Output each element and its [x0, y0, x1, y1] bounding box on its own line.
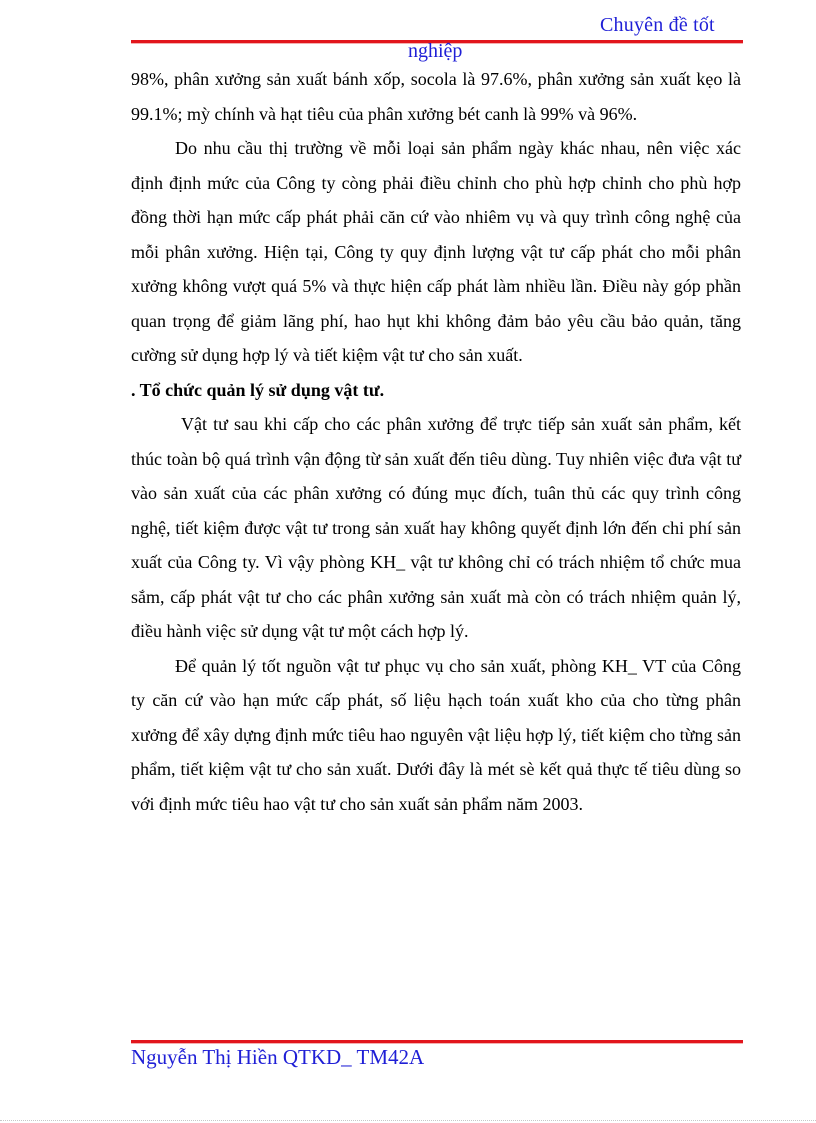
- section-heading: . Tổ chức quản lý sử dụng vật tư.: [131, 379, 385, 400]
- footer-divider: [131, 1040, 743, 1043]
- header-title-continuation: nghiệp: [408, 40, 463, 62]
- footer-author: Nguyễn Thị Hiền QTKD_ TM42A: [131, 1045, 425, 1069]
- page-edge: [0, 1120, 816, 1121]
- paragraph-demand: Do nhu cầu thị trường về mỗi loại sản phẩm ngày khác nhau, nên việc xác định định mức của Công ty còng phải điều chỉnh cho phù hợp chỉnh cho phù hợp đồng thời hạn mức cấp phát phải căn cứ vào nhiêm vụ và quy trình công nghệ của mỗi phân xưởng. Hiện tại, Công ty quy định lượng vật tư cấp phát cho mỗi phân xưởng không vượt quá 5% và thực hiện cấp phát làm nhiều lần. Điều này góp phần quan trọng để giảm lãng phí, hao hụt khi không đảm bảo yêu cầu bảo quản, tăng cường sử dụng hợp lý và tiết kiệm vật tư cho sản xuất.: [131, 138, 741, 365]
- header-title: Chuyên đề tốt: [600, 14, 715, 36]
- paragraph-management: Để quản lý tốt nguồn vật tư phục vụ cho sản xuất, phòng KH_ VT của Công ty căn cứ vào hạn mức cấp phát, số liệu hạch toán xuất kho của cho từng phân xưởng để xây dựng định mức tiêu hao nguyên vật liệu hợp lý, tiết kiệm cho từng sản phẩm, tiết kiệm vật tư cho sản xuất. Dưới đây là mét sè kết quả thực tế tiêu dùng so với định mức tiêu hao vật tư cho sản xuất sản phẩm năm 2003.: [131, 655, 741, 814]
- document-body: [131, 62, 741, 821]
- paragraph-material-use: Vật tư sau khi cấp cho các phân xưởng để trực tiếp sản xuất sản phẩm, kết thúc toàn bộ quá trình vận động từ sản xuất đến tiêu dùng. Tuy nhiên việc đưa vật tư vào sản xuất của các phân xưởng có đúng mục đích, tuân thủ các quy trình công nghệ, tiết kiệm được vật tư trong sản xuất hay không quyết định lớn đến chi phí sản xuất của Công ty. Vì vậy phòng KH_ vật tư không chỉ có trách nhiệm tổ chức mua sắm, cấp phát vật tư cho các phân xưởng sản xuất mà còn có trách nhiệm quản lý, điều hành việc sử dụng vật tư một cách hợp lý.: [131, 414, 741, 641]
- paragraph-continuation: 98%, phân xưởng sản xuất bánh xốp, socola là 97.6%, phân xưởng sản xuất kẹo là 99.1%; mỳ chính và hạt tiêu của phân xưởng bét canh là 99% và 96%.: [131, 69, 741, 124]
